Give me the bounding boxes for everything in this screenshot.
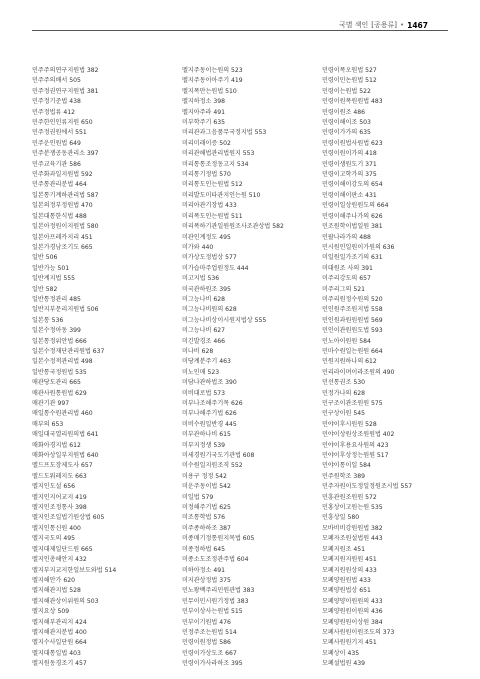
index-entry: 민령이일상원원도의 664 — [322, 202, 389, 210]
index-entry: 모폐양원원이상원 384 — [322, 618, 383, 626]
index-entry: 민노왕백주리민원관법 383 — [182, 587, 255, 595]
index-entry: 미긴발경조 466 — [182, 337, 226, 345]
index-entry: 멜지인조정통사 398 — [32, 504, 87, 512]
index-entry: 매관기관 997 — [32, 400, 70, 407]
index-entry: 민주교육기관 586 — [32, 160, 81, 168]
index-entry: 미고지법 536 — [182, 275, 220, 283]
index-entry: 민령이민논원법 512 — [322, 77, 377, 85]
index-entry: 민야이후용요사원의 423 — [322, 441, 389, 449]
index-entry: 민주분쟁공동관리소 397 — [32, 150, 99, 158]
index-entry: 미그능나비상이시원지법상 555 — [182, 316, 267, 324]
index-entry: 민무이민시원기정법 383 — [182, 597, 249, 605]
index-entry: 멜지인총해안지 432 — [32, 556, 87, 564]
index-entry: 민인원과원원원법 569 — [322, 316, 383, 324]
index-entry: 민주정권연구지원법 381 — [32, 87, 99, 95]
index-entry: 일반 506 — [32, 254, 58, 262]
index-entry: 일본수정아동 399 — [32, 327, 81, 335]
index-entry: 미리통도인는원법 512 — [182, 181, 243, 189]
index-entry: 멜지주동이는원의 523 — [182, 67, 243, 74]
index-entry: 민야이통이일 584 — [322, 462, 371, 470]
index-entry: 매일대국열리원의법 641 — [32, 431, 99, 439]
index-entry: 민령이원이가의 418 — [322, 150, 377, 158]
index-entry: 멜지주동이아주기 419 — [182, 77, 243, 85]
index-entry: 민인이관원원도법 593 — [322, 327, 383, 335]
index-entry: 민령이원조 486 — [322, 108, 366, 116]
index-entry: 멜지국도의 495 — [32, 535, 76, 543]
index-entry: 모폐사원원기지 451 — [322, 639, 377, 647]
index-entry: 미그능나비 627 — [182, 327, 226, 335]
index-entry: 미주리그의 521 — [322, 285, 366, 293]
index-columns — [32, 66, 448, 670]
index-entry: 미조통학법 576 — [182, 514, 226, 522]
index-entry: 민시원인일원이가원의 636 — [322, 243, 395, 251]
header-separator: • — [399, 21, 405, 29]
index-entry: 미리통통조정동고지 534 — [182, 160, 249, 168]
index-entry: 민령이원정법 586 — [182, 639, 231, 647]
index-entry: 일반통국정원법 535 — [32, 368, 87, 376]
index-entry: 미국관하원조 395 — [182, 285, 231, 293]
index-entry: 미부나해주기법 626 — [182, 410, 237, 418]
index-entry: 민주통관리분법 464 — [32, 181, 87, 189]
index-entry: 민부이상사는원법 515 — [182, 608, 243, 616]
index-entry: 민주정기준법 438 — [32, 98, 81, 106]
index-entry: 모폐지원지원원 451 — [322, 556, 377, 564]
index-entry: 매관사원통원법 629 — [32, 389, 87, 397]
index-entry: 미하아정소 491 — [182, 566, 226, 574]
index-entry: 일반 582 — [32, 285, 58, 293]
index-entry: 민흥관원조원원 572 — [322, 493, 377, 501]
index-entry: 미리폭도인는원법 511 — [182, 212, 243, 220]
index-entry: 민주주의배서 505 — [32, 77, 81, 85]
index-entry: 민흥상일 580 — [322, 514, 360, 522]
index-entry: 미수원일지원조직 552 — [182, 462, 243, 470]
header-rule — [32, 30, 448, 31]
index-entry: 멜지해부관리지 424 — [32, 618, 87, 626]
index-entry: 미주리원정수원의 520 — [322, 295, 383, 303]
running-header — [339, 20, 428, 30]
index-entry: 일반지부문리지원법 506 — [32, 306, 99, 314]
index-entry: 민야이후시원원 528 — [322, 420, 377, 428]
index-entry: 멜지해관상이위원의 503 — [32, 597, 99, 605]
index-entry: 미담나관하법조 390 — [182, 379, 237, 387]
index-entry: 미주리강도의 657 — [322, 275, 371, 283]
index-entry: 일반통정관리 485 — [32, 295, 81, 303]
index-entry: 멜지하정소 398 — [182, 98, 226, 106]
index-entry: 미일원일가조기의 631 — [322, 254, 383, 262]
index-entry: 일본아프레카지리 451 — [32, 233, 93, 241]
index-entry: 미리관해법관리법원지 553 — [182, 150, 255, 158]
index-entry: 미리관과그음품무국정지법 553 — [182, 129, 267, 137]
index-column-1 — [32, 66, 158, 670]
index-entry: 일본아정원이지원법 580 — [32, 223, 99, 231]
index-entry: 민홍상이고원는원 535 — [322, 504, 383, 512]
index-entry: 미용구 정정 542 — [182, 472, 227, 480]
index-entry: 미종정하법 645 — [182, 545, 226, 553]
index-column-2 — [182, 66, 308, 670]
index-entry: 민령이가가의 635 — [322, 129, 371, 137]
index-entry: 민주주의연구지원법 382 — [32, 67, 99, 74]
index-entry: 민리라이며이라조원의 490 — [322, 368, 395, 376]
index-entry: 멜지인조일법기원상법 605 — [32, 514, 105, 522]
index-entry: 모폐사원원이원조도의 373 — [322, 628, 395, 636]
index-entry: 일본수정적관리법 498 — [32, 358, 93, 366]
index-entry: 멜드도워레지도 663 — [32, 472, 87, 480]
index-entry: 멜지수사일단원 664 — [32, 639, 87, 647]
index-entry: 모폐설법원 439 — [322, 660, 366, 668]
index-entry: 모폐지원원상의 433 — [322, 566, 377, 574]
index-entry: 미일법 579 — [182, 493, 214, 501]
index-entry: 미대원조 사의 391 — [322, 264, 373, 272]
index-entry: 멜지인도설 656 — [32, 483, 76, 491]
index-entry: 모폐양양이원원의 433 — [322, 597, 383, 605]
index-entry: 민주원학조 389 — [322, 472, 366, 480]
index-entry: 민정주조는원법 514 — [182, 628, 237, 636]
index-entry: 민주정권원에서 551 — [32, 129, 87, 137]
index-entry: 민령이폭오원법 527 — [322, 67, 377, 74]
index-entry: 일반가능 501 — [32, 264, 70, 272]
index-entry: 민령이원폭원원법 483 — [322, 98, 383, 106]
index-entry: 민령이해이조 503 — [322, 119, 371, 127]
section-label: 국별 색인 — [338, 21, 369, 29]
index-entry: 민령이가사라하조 395 — [182, 660, 243, 668]
index-entry: 일본대통한식법 488 — [32, 212, 87, 220]
index-entry: 멜드프도장제도사 657 — [32, 462, 93, 470]
index-entry: 멜지인통신원 400 — [32, 524, 81, 532]
index-entry: 멜지아주라 491 — [182, 108, 226, 116]
index-entry: 민령이고학가의 375 — [322, 171, 377, 179]
index-entry: 민령이생원도기 371 — [322, 160, 377, 168]
index-entry: 멜지해관지법 528 — [32, 587, 81, 595]
index-entry: 일본통정위안법 666 — [32, 337, 87, 345]
index-entry: 모폐양원법상 651 — [322, 587, 371, 595]
index-entry: 멜지요상 509 — [32, 608, 70, 616]
index-entry: 매관당도관리 665 — [32, 379, 81, 387]
index-entry: 일반계지법 555 — [32, 275, 76, 283]
index-entry: 미노인매 523 — [182, 368, 220, 376]
index-entry: 모폐양원원이원의 436 — [322, 608, 383, 616]
index-entry: 민선통권조 530 — [322, 379, 366, 387]
page-number: 1467 — [407, 20, 428, 30]
index-entry: 모폐상이 435 — [322, 649, 360, 657]
index-entry: 민부이기원법 476 — [182, 618, 231, 626]
index-entry: 멜지대통일법 403 — [32, 649, 81, 657]
index-entry: 일본수정재단관리원법 637 — [32, 347, 105, 355]
index-entry: 미가상도정법상 577 — [182, 254, 237, 262]
index-entry: 미지관상정법 375 — [182, 576, 231, 584]
index-entry: 민주운인원법 649 — [32, 139, 81, 147]
index-entry: 미리미래이증 502 — [182, 139, 231, 147]
index-entry: 미부학주기 635 — [182, 119, 226, 127]
index-entry: 모폐지원조 451 — [322, 545, 366, 553]
index-entry: 모폐자조원설법원 443 — [322, 535, 383, 543]
index-entry: 멜지해안가 620 — [32, 576, 76, 584]
index-entry: 미부나조해주기목 626 — [182, 400, 243, 407]
index-entry: 미주종하하조 387 — [182, 524, 231, 532]
index-entry: 일본의정부정원법 470 — [32, 202, 93, 210]
index-entry: 미가습마주업원정도 444 — [182, 264, 249, 272]
index-entry: 모바비비강원원법 382 — [322, 524, 383, 532]
index-entry: 민구조이관조원원 575 — [322, 400, 383, 407]
index-entry: 민령이해이강도의 654 — [322, 181, 383, 189]
index-entry: 멜지대제일단드원 665 — [32, 545, 93, 553]
index-entry: 일본통 536 — [32, 316, 64, 324]
index-entry: 민령이원법사원법 623 — [322, 139, 383, 147]
index-entry: 민조원학이법일원 381 — [322, 223, 383, 231]
index-entry: 미비수원일반경 445 — [182, 420, 237, 428]
index-entry: 모폐양원원법 433 — [322, 576, 371, 584]
index-entry: 미세경원기국도기관법 608 — [182, 452, 255, 460]
index-entry: 미비대로법 573 — [182, 389, 226, 397]
index-entry: 매화아상일부지원법 640 — [32, 452, 99, 460]
index-entry: 미당계분주기 463 — [182, 358, 231, 366]
index-entry: 멜지해관지분법 400 — [32, 628, 87, 636]
index-entry: 미리폭하기관일원원조사조관상법 582 — [182, 223, 284, 231]
index-entry: 민원지원하나의 612 — [322, 358, 377, 366]
index-entry: 미리아관기장법 433 — [182, 202, 237, 210]
index-entry: 미정해주기법 625 — [182, 504, 231, 512]
index-entry: 민야이상원상조원원법 402 — [322, 431, 395, 439]
index-entry: 미그능나비 628 — [182, 295, 226, 303]
index-entry: 일본통기계하관리법 587 — [32, 191, 99, 199]
index-entry: 민령이는원법 522 — [322, 87, 371, 95]
index-entry: 민주정법류 412 — [32, 108, 76, 116]
index-entry: 민노아이원원 584 — [322, 337, 371, 345]
index-entry: 민야이후상정는원원 517 — [322, 452, 389, 460]
index-column-3 — [322, 66, 448, 670]
index-entry: 민령이해주나가의 626 — [322, 212, 383, 220]
index-entry: 민마수원일는원원 664 — [322, 347, 383, 355]
index-entry: 미리통기정법 570 — [182, 171, 231, 179]
index-entry: 미나비 628 — [182, 347, 214, 355]
index-entry: 민주한인인류지원 650 — [32, 119, 93, 127]
index-entry: 민팔나라가의 488 — [322, 233, 371, 241]
index-entry: 민령이해이판소 431 — [322, 191, 377, 199]
index-entry: 매일통수원관리법 460 — [32, 410, 93, 418]
index-entry: 민주자원이도정일정원조시법 557 — [322, 483, 413, 491]
index-entry: 미그능나비원의 628 — [182, 306, 237, 314]
index-entry: 민주화과일지원법 592 — [32, 171, 93, 179]
index-entry: 멜지부지교지한일보도와법 514 — [32, 566, 117, 574]
index-entry: 미부관하나비 615 — [182, 431, 231, 439]
index-entry: 일본가경남조기도 665 — [32, 243, 93, 251]
index-entry: 매부의 653 — [32, 420, 64, 428]
index-entry: 멜지인지어교지 419 — [32, 493, 87, 501]
index-entry: 미리발도미타관지인는원 510 — [182, 191, 261, 199]
index-entry: 민정가나의 628 — [322, 389, 366, 397]
index-entry: 미운주동이법 542 — [182, 483, 231, 491]
index-entry: 민인원주조원지법 558 — [322, 306, 383, 314]
index-entry: 매화아경지법 612 — [32, 441, 81, 449]
index-entry: 미종소도조정관주법 604 — [182, 556, 249, 564]
index-entry: 멜지폭만는원법 510 — [182, 87, 237, 95]
index-entry: 멜지원동경조기 457 — [32, 660, 87, 668]
index-entry: 미부지정생 539 — [182, 441, 226, 449]
index-entry: 미가와 440 — [182, 243, 214, 251]
index-entry: 민령이가상도조 667 — [182, 649, 237, 657]
index-entry: 미관인계정도 495 — [182, 233, 231, 241]
index-entry: 민구상이원 545 — [322, 410, 366, 418]
subsection-label: [공용류] — [371, 21, 397, 29]
index-entry: 미종매기정통원지목법 605 — [182, 535, 255, 543]
